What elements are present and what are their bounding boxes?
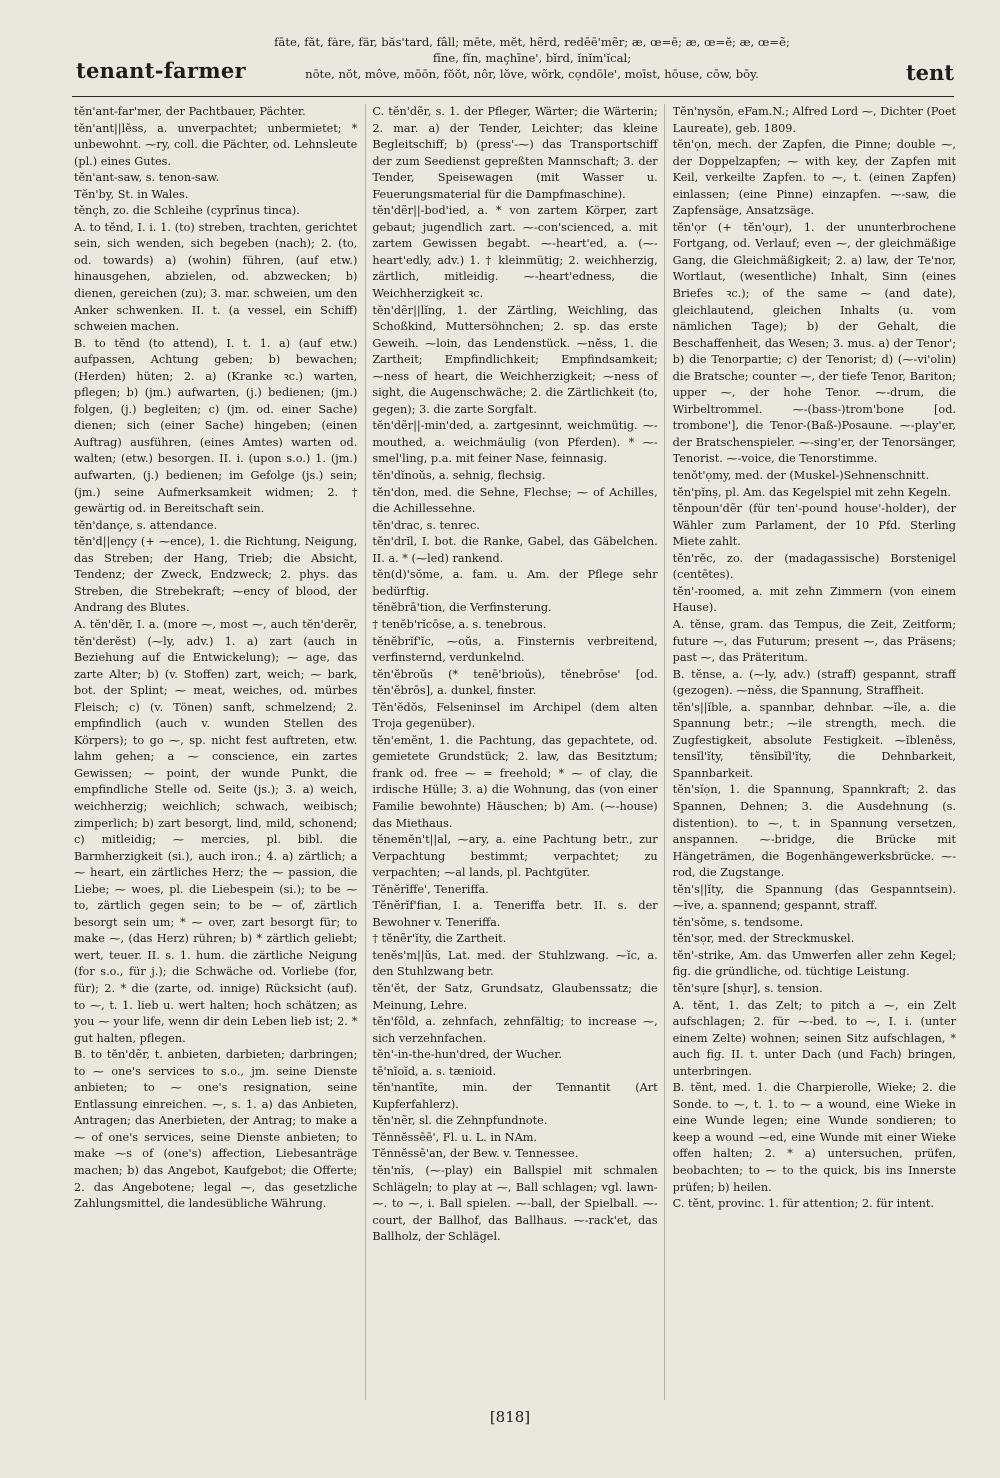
dictionary-entry: tenŏt'ọmy, med. der (Muskel-)Sehnenschnitt. (672, 469, 930, 483)
dictionary-entry: tē'nĭoĭd, a. s. tænioid. (372, 1064, 497, 1078)
dictionary-entry: tĕn'ĕt, der Satz, Grundsatz, Glaubenssatz; die Meinung, Lehre. (372, 981, 658, 1012)
dictionary-entry: B. tĕnse, a. (⁓ly, adv.) (straff) gespannt, straff (gezogen). ⁓nĕss, die Spannung, Straffheit. (672, 667, 956, 698)
dictionary-entry: Tĕn'ĕdŏs, Felseninsel im Archipel (dem alten Troja gegenüber). (372, 700, 658, 731)
dictionary-entry: tĕnĕbrĭf'ĭc, ⁓oŭs, a. Finsternis verbreitend, verfinsternd, verdunkelnd. (372, 634, 658, 665)
dictionary-entry: tĕn'sụre [shụr], s. tension. (672, 981, 823, 995)
dictionary-entry: tĕn'sĭọn, 1. die Spannung, Spannkraft; 2. das Spannen, Dehnen; 3. die Ausdehnung (s. distention). to ⁓, t. in Spannung versetzen, anspannen. ⁓-bridge, die Brücke mit Hängeträmen, die Bogenhängewerksbrücke. ⁓-rod, die Zugstange. (672, 783, 956, 880)
dictionary-entry: tĕn'-in-the-hun'dred, der Wucher. (372, 1048, 563, 1062)
guide-word-right: tent (905, 60, 954, 85)
dictionary-entry: C. tĕn'dẽr, s. 1. der Pfleger, Wärter; die Wärterin; 2. mar. a) der Tender, Leichter; das kleine Begleitschiff; b) (press'-⁓) das Transportschiff der zum Seedienst gepreßten Mannschaft; 3. der Tender, Speisewagen (mit Wasser u. Feuerungsmaterial für die Dampfmaschine). (372, 105, 658, 201)
dictionary-entry: tĕn'rĕc, zo. der (madagassische) Borstenigel (centētes). (672, 551, 956, 582)
pronunciation-key-line: nōte, nŏt, môve, mōōn, fŏŏt, nôr, lŏve, wõrk, cọndōle', moīst, hōuse, cōw, bōy. (305, 67, 759, 81)
dictionary-entry: tĕn'nantīte, min. der Tennantit (Art Kupferfahlerz). (372, 1081, 658, 1111)
column-3 (673, 104, 956, 1400)
dictionary-entry: A. tĕn'dẽr, I. a. (more ⁓, most ⁓, auch tĕn'derẽr, tĕn'derĕst) (⁓ly, adv.) 1. a) zart (auch in Beziehung auf die Entwickelung); ⁓ age, das zarte Alter; b) (v. Stoffen) zart, weich; ⁓ bark, bot. der Splint; ⁓ meat, weiches, od. mürbes Fleisch; c) (v. Tönen) sanft, schmelzend; 2. empfindlich (auch v. wunden Stellen des Körpers); to go ⁓, sp. nicht fest auftreten, etw. lahm gehen; a ⁓ conscience, ein zartes Gewissen; ⁓ point, der wunde Punkt, die empfindliche Stelle od. Seite (js.); 3. a) weich, weichherzig; weichlich; schwach, weibisch; zimperlich; b) zart besorgt, lind, mild, schonend; c) mitleidig; ⁓ mercies, pl. bibl. die Barmherzigkeit (si.), auch iron.; 4. a) zärtlich; a ⁓ heart, ein zärtliches Herz; the ⁓ passion, die Liebe; ⁓ woes, pl. die Liebespein (si.); to be ⁓ to, zärtlich gegen sein; to be ⁓ of, zärtlich besorgt sein um; * ⁓ over, zart besorgt für; to make ⁓, (das Herz) rühren; b) * zärtlich geliebt; wert, teuer. II. s. 1. hum. die zärtliche Neigung (for s.o., für j.); die Schwäche od. Vorliebe (for, für); 2. * die (zarte, od. innige) Rücksicht (auf). to ⁓, t. 1. lieb u. wert halten; hoch schätzen; as you ⁓ your life, wenn dir dein Leben lieb ist; 2. * gut halten, pflegen. (74, 617, 358, 1045)
dictionary-entry: Tĕnnĕssē'an, der Bew. v. Tennessee. (372, 1147, 579, 1161)
dictionary-entry: tĕn'-roomed, a. mit zehn Zimmern (von einem Hause). (672, 584, 956, 615)
dictionary-entry: tĕn'dẽr||-bod'ied, a. * von zartem Körper, zart gebaut; jugendlich zart. ⁓-con'scienced, a. mit zartem Gewissen begabt. ⁓-heart'ed, a. (⁓-heart'edly, adv.) 1. † kleinmütig; 2. weichherzig, zärtlich, mitleidig. ⁓-heart'edness, die Weichherzigkeit ꝛc. (372, 204, 658, 301)
dictionary-entry: † tĕnẽr'ĭty, die Zartheit. (372, 932, 507, 946)
dictionary-entry: Tĕn'by, St. in Wales. (74, 187, 189, 201)
dictionary-entry: A. to tĕnd, I. i. 1. (to) streben, trachten, gerichtet sein, sich wenden, sich begeben (nach); 2. (to, od. towards) a) (wohin) führen, (auf etw.) hinausgehen, abzielen, od. abzwecken; b) dienen, gereichen (zu); 3. mar. schweien, um den Anker schwenken. II. t. (a vessel, ein Schiff) schweien machen. (74, 220, 358, 334)
dictionary-entry: tĕnçh, zo. die Schleihe (cyprīnus tinca). (74, 204, 300, 218)
dictionary-entry: † tenĕb'rĭcōse, a. s. tenebrous. (372, 617, 547, 631)
dictionary-entry: Tĕn'nysŏn, eFam.N.; Alfred Lord ⁓, Dichter (Poet Laureate), geb. 1809. (672, 105, 956, 135)
dictionary-entry: A. tĕnse, gram. das Tempus, die Zeit, Zeitform; future ⁓, das Futurum; present ⁓, das Präsens; past ⁓, das Präteritum. (672, 617, 956, 665)
dictionary-entry: tĕn'ọr (+ tĕn'oụr), 1. der ununterbrochene Fortgang, od. Verlauf; even ⁓, der gleichmäßige Gang, die Gleichmäßigkeit; 2. a) law, der Te'nor, Wortlaut, (wesentliche) Inhalt, Sinn (eines Briefes ꝛc.); of the same ⁓ (and date), gleichlautend, gleichen Inhalts (u. vom nämlichen Tage); b) der Gehalt, die Beschaffenheit, das Wesen; 3. mus. a) der Tenor'; b) die Tenorpartie; c) der Tenorist; d) (⁓-vi'olin) die Bratsche; counter ⁓, der tiefe Tenor, Bariton; upper ⁓, der hohe Tenor. ⁓-drum, die Wirbeltrommel. ⁓-(bass-)trom'bone [od. trombone'], die Tenor-(Baß-)Posaune. ⁓-play'er, der Bratschenspieler. ⁓-sing'er, der Tenorsänger, Tenorist. ⁓-voice, die Tenorstimme. (672, 220, 956, 466)
dictionary-entry: Tĕnĕrĭffe', Teneriffa. (372, 882, 489, 896)
dictionary-entry: A. tĕnt, 1. das Zelt; to pitch a ⁓, ein Zelt aufschlagen; 2. für ⁓-bed. to ⁓, I. i. (unter einem Zelte) wohnen; seinen Sitz aufschlagen, * auch fig. II. t. unter Dach (und Fach) bringen, unterbringen. (672, 998, 956, 1078)
dictionary-entry: B. to tĕnd (to attend), I. t. 1. a) (auf etw.) aufpassen, Achtung geben; b) bewachen; (Herden) hüten; 2. a) (Kranke ꝛc.) warten, pflegen; b) (jm.) aufwarten, (j.) bedienen; (jm.) folgen, (j.) begleiten; c) (jm. od. einer Sache) dienen; sich (einer Sache) hingeben; (einen Auftrag) ausführen, (eines Amtes) warten od. walten; (etw.) besorgen. II. i. (upon s.o.) 1. (jm.) aufwarten, (j.) bedienen; im Gefolge (js.) sein; (jm.) seine Aufmerksamkeit widmen; 2. † gewärtig od. in Bereitschaft sein. (74, 336, 358, 516)
dictionary-entry: tĕn'sọr, med. der Streckmuskel. (672, 932, 855, 946)
pronunciation-key-line: fāte, făt, fȧre, fär, băs'tard, fâll; mēte, mĕt, hẽrd, redēē'mẽr; æ, œ=ē; æ, œ=ĕ; æ, œ=ẽ; (274, 35, 790, 49)
dictionary-entry: tĕn'-strike, Am. das Umwerfen aller zehn Kegel; fig. die gründliche, od. tüchtige Leistung. (672, 948, 956, 979)
dictionary-entry: tĕnpoun'dẽr (für ten'-pound house'-holder), der Wähler zum Parlament, der 10 Pfd. Sterling Miete zahlt. (672, 502, 956, 549)
dictionary-entry: tĕn'd||ençy (+ ⁓ence), 1. die Richtung, Neigung, das Streben; der Hang, Trieb; die Absicht, Tendenz; der Zweck, Endzweck; 2. phys. das Streben, die Strebekraft; ⁓ency of blood, der Andrang des Blutes. (74, 535, 358, 615)
dictionary-entry: tĕn(d)'sŏme, a. fam. u. Am. der Pflege sehr bedürftig. (372, 568, 658, 598)
dictionary-entry: tĕn'ant||lĕss, a. unverpachtet; unbermietet; * unbewohnt. ⁓ry, coll. die Pächter, od. Lehnsleute (pl.) eines Gutes. (74, 121, 358, 168)
dictionary-entry: tĕn'dĭnoŭs, a. sehnig, flechsig. (372, 469, 546, 483)
column-1 (74, 104, 357, 1400)
dictionary-entry: tĕnemĕn't||al, ⁓ary, a. eine Pachtung betr., zur Verpachtung bestimmt; verpachtet; zu verpachten; ⁓al lands, pl. Pachtgüter. (372, 833, 658, 880)
dictionary-entry: tĕnĕbrā'tion, die Verfinsterung. (372, 601, 552, 615)
dictionary-entry: Tĕnĕrĭf'fian, I. a. Teneriffa betr. II. s. der Bewohner v. Teneriffa. (372, 899, 658, 929)
pronunciation-key (230, 34, 834, 82)
dictionary-entry: tĕn's||ĭty, die Spannung (das Gespanntsein). ⁓ĭve, a. spannend; gespannt, straff. (672, 882, 956, 913)
dictionary-entry: tĕn'ant-saw, s. tenon-saw. (74, 171, 220, 185)
dictionary-entry: tĕn'dançe, s. attendance. (74, 518, 218, 532)
dictionary-entry: tĕn'ĕbroŭs (* tenē'brioŭs), tĕnebrōse' [od. tĕn'ĕbrōs], a. dunkel, finster. (372, 667, 658, 698)
dictionary-entry: tĕn'drac, s. tenrec. (372, 518, 480, 532)
dictionary-entry: tĕn'drĭl, I. bot. die Ranke, Gabel, das Gäbelchen. II. a. * (⁓led) rankend. (372, 535, 658, 565)
dictionary-entry: tĕn'nẽr, sl. die Zehnpfundnote. (372, 1114, 548, 1128)
header-rule (72, 96, 954, 97)
dictionary-entry: tĕn's||ĭble, a. spannbar, dehnbar. ⁓ĭle, a. die Spannung betr.; ⁓ile strength, mech. die Zugfestigkeit, absolute Festigkeit. ⁓ĭblenĕss, tensĭl'ĭty, tĕnsĭbĭl'ĭty, die Dehnbarkeit, Spannbarkeit. (672, 700, 956, 780)
dictionary-entry: tĕn'ọn, mech. der Zapfen, die Pinne; double ⁓, der Doppelzapfen; ⁓ with key, der Zapfen mit Keil, verkeilte Zapfen. to ⁓, t. (einen Zapfen) einlassen; (eine Pinne) einzapfen. ⁓-saw, die Zapfensäge, Ansatzsäge. (672, 138, 956, 218)
pronunciation-key-line: fīne, fĭn, maçhīne', bĭrd, ĭnĭm'ĭcal; (432, 51, 632, 65)
dictionary-entry: B. tĕnt, med. 1. die Charpierolle, Wieke; 2. die Sonde. to ⁓, t. 1. to ⁓ a wound, eine Wieke in eine Wunde legen; eine Wunde sondieren; to keep a wound ⁓ed, eine Wunde mit einer Wieke offen halten; 2. * a) untersuchen, prüfen, beobachten; to ⁓ to the quick, bis ins Innerste prüfen; b) heilen. (672, 1081, 956, 1194)
dictionary-entry: tĕn'don, med. die Sehne, Flechse; ⁓ of Achilles, die Achillessehne. (372, 485, 658, 516)
dictionary-entry: tenĕs'm||ŭs, Lat. med. der Stuhlzwang. ⁓ĭc, a. den Stuhlzwang betr. (372, 948, 658, 979)
guide-word-left: tenant-farmer (76, 58, 246, 83)
dictionary-entry: tĕn'nĭs, (⁓-play) ein Ballspiel mit schmalen Schlägeln; to play at ⁓, Ball schlagen; vgl. lawn-⁓. to ⁓, i. Ball spielen. ⁓-ball, der Spielball. ⁓-court, der Ballhof, das Ballhaus. ⁓-rack'et, das Ballholz, der Schlägel. (372, 1164, 658, 1244)
dictionary-entry: tĕn'dẽr||-min'ded, a. zartgesinnt, weichmütig. ⁓-mouthed, a. weichmäulig (von Pferden). * ⁓-smel'ling, p.a. mit feiner Nase, feinnasig. (372, 419, 658, 466)
page-number: [818] (489, 1408, 531, 1426)
dictionary-entry: Tĕnnĕssēē', Fl. u. L. in NAm. (372, 1130, 537, 1144)
dictionary-entry: tĕn'sŏme, s. tendsome. (672, 915, 804, 929)
dictionary-entry: tĕn'fōld, a. zehnfach, zehnfältig; to increase ⁓, sich verzehnfachen. (372, 1015, 658, 1045)
dictionary-entry: C. tĕnt, provinc. 1. für attention; 2. für intent. (672, 1197, 934, 1211)
dictionary-entry: B. to tĕn'dẽr, t. anbieten, darbieten; darbringen; to ⁓ one's services to s.o., jm. seine Dienste anbieten; to ⁓ one's resignation, seine Entlassung einreichen. ⁓, s. 1. a) das Anbieten, Antragen; das Anerbieten, der Antrag; to make a ⁓ of one's services, seine Dienste anbieten; to make ⁓s of (one's) affection, Liebesanträge machen; b) das Angebot, Kaufgebot; die Offerte; 2. das Angebotene; legal ⁓, das gesetzliche Zahlungsmittel, die landesübliche Währung. (74, 1048, 358, 1211)
running-header (70, 34, 954, 96)
dictionary-entry: tĕn'emĕnt, 1. die Pachtung, das gepachtete, od. gemietete Grundstück; 2. law, das Besitztum; frank od. free ⁓ = freehold; * ⁓ of clay, die irdische Hülle; 3. a) die Wohnung, das (von einer Familie bewohnte) Häuschen; b) Am. (⁓-house) das Miethaus. (372, 733, 658, 830)
dictionary-entry: tĕn'pĭnṣ, pl. Am. das Kegelspiel mit zehn Kegeln. (672, 485, 951, 499)
column-2 (365, 104, 664, 1400)
entry-columns (74, 104, 956, 1400)
dictionary-entry: tĕn'ant-far'mer, der Pachtbauer, Pächter. (74, 105, 306, 118)
dictionary-entry: tĕn'dẽr||lĭng, 1. der Zärtling, Weichling, das Schoßkind, Muttersöhnchen; 2. sp. das erste Geweih. ⁓loin, das Lendenstück. ⁓nĕss, 1. die Zartheit; Empfindlichkeit; Empfindsamkeit; ⁓ness of heart, die Weichherzigkeit; ⁓ness of sight, die Augenschwäche; 2. die Zärtlichkeit (to, gegen); 3. die zarte Sorgfalt. (372, 303, 658, 416)
